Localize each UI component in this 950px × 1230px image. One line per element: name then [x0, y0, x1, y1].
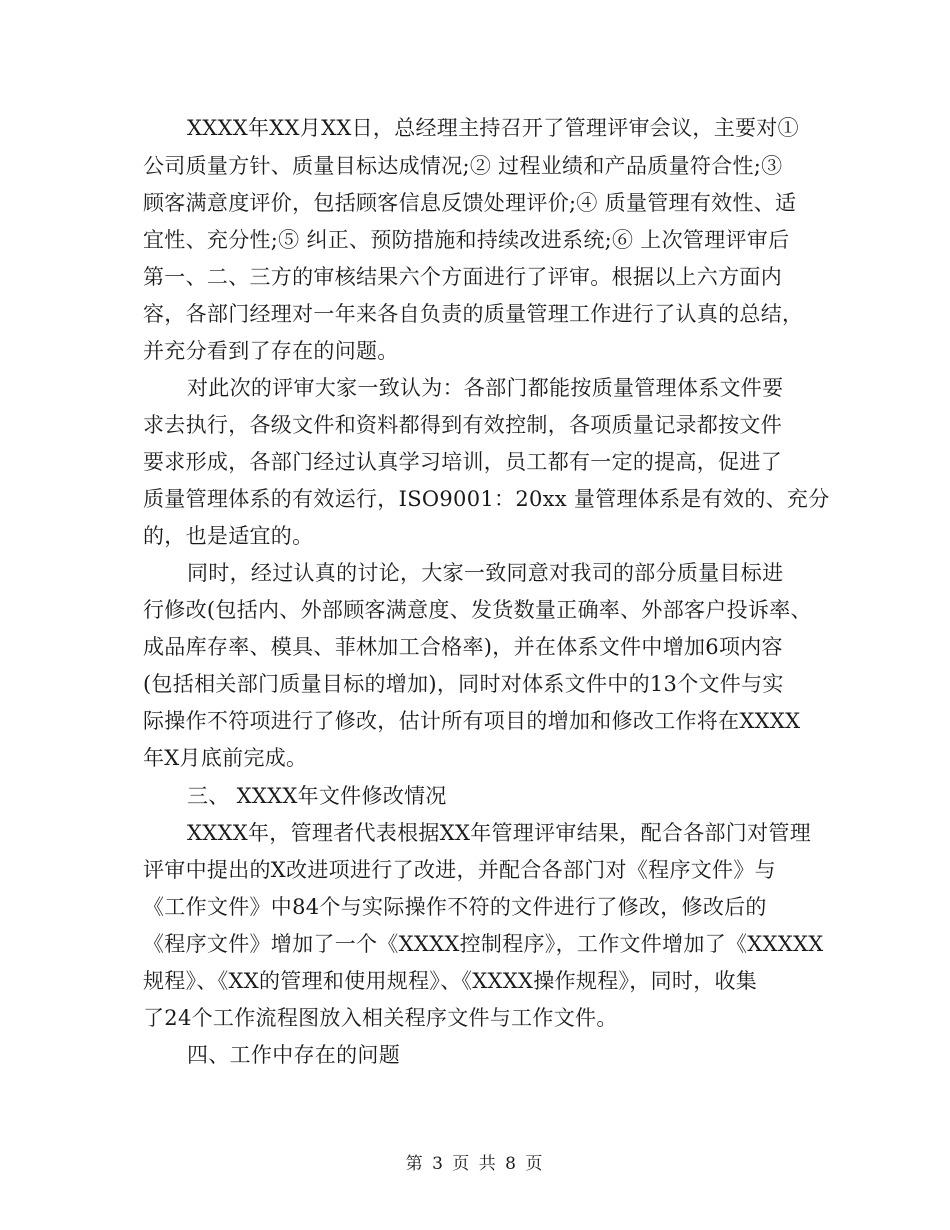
paragraph-line: 《程序文件》增加了一个《XXXX控制程序》，工作文件增加了《XXXXX — [143, 932, 824, 956]
paragraph-line: 了24个工作流程图放入相关程序文件与工作文件。 — [143, 1006, 618, 1030]
paragraph-line: 对此次的评审大家一致认为：各部门都能按质量管理体系文件要 — [187, 376, 784, 400]
paragraph-line: 宜性、充分性;⑤ 纠正、预防措施和持续改进系统;⑥ 上次管理评审后 — [143, 228, 790, 252]
paragraph-line: 评审中提出的X改进项进行了改进，并配合各部门对《程序文件》与 — [143, 858, 776, 882]
paragraph-line: 要求形成，各部门经过认真学习培训，员工都有一定的提高，促进了 — [143, 450, 782, 474]
paragraph-line: 公司质量方针、质量目标达成情况;② 过程业绩和产品质量符合性;③ — [143, 154, 783, 178]
paragraph-line: 质量管理体系的有效运行，ISO9001：20xx 量管理体系是有效的、充分 — [143, 487, 830, 511]
paragraph-line: 《工作文件》中84个与实际操作不符的文件进行了修改，修改后的 — [143, 895, 767, 919]
section-heading: 三、 XXXX年文件修改情况 — [187, 784, 447, 808]
paragraph-line: 顾客满意度评价，包括顾客信息反馈处理评价;④ 质量管理有效性、适 — [143, 191, 797, 215]
paragraph-line: 同时，经过认真的讨论，大家一致同意对我司的部分质量目标进 — [187, 561, 784, 585]
paragraph-line: XXXX年，管理者代表根据XX年管理评审结果，配合各部门对管理 — [187, 821, 811, 845]
paragraph-line: 容，各部门经理对一年来各自负责的质量管理工作进行了认真的总结， — [143, 302, 804, 326]
paragraph-line: XXXX年XX月XX日，总经理主持召开了管理评审会议，主要对① — [187, 116, 799, 140]
paragraph-line: 的，也是适宜的。 — [143, 524, 314, 548]
paragraph-line: 并充分看到了存在的问题。 — [143, 339, 399, 363]
section-heading: 四、工作中存在的问题 — [187, 1043, 400, 1067]
paragraph-line: 规程》、《XX的管理和使用规程》、《XXXX操作规程》，同时，收集 — [143, 969, 758, 993]
paragraph-line: 行修改(包括内、外部顾客满意度、发货数量正确率、外部客户投诉率、 — [143, 598, 812, 622]
page-number: 第 3 页 共 8 页 — [405, 1154, 545, 1174]
paragraph-line: 际操作不符项进行了修改，估计所有项目的增加和修改工作将在XXXX — [143, 709, 801, 733]
paragraph-line: (包括相关部门质量目标的增加)，同时对体系文件中的13个文件与实 — [143, 672, 784, 696]
paragraph-line: 年X月底前完成。 — [143, 746, 308, 770]
paragraph-line: 第一、二、三方的审核结果六个方面进行了评审。根据以上六方面内 — [143, 265, 782, 289]
paragraph-line: 成品库存率、模具、菲林加工合格率)，并在体系文件中增加6项内容 — [143, 635, 783, 659]
paragraph-line: 求去执行，各级文件和资料都得到有效控制，各项质量记录都按文件 — [143, 413, 782, 437]
